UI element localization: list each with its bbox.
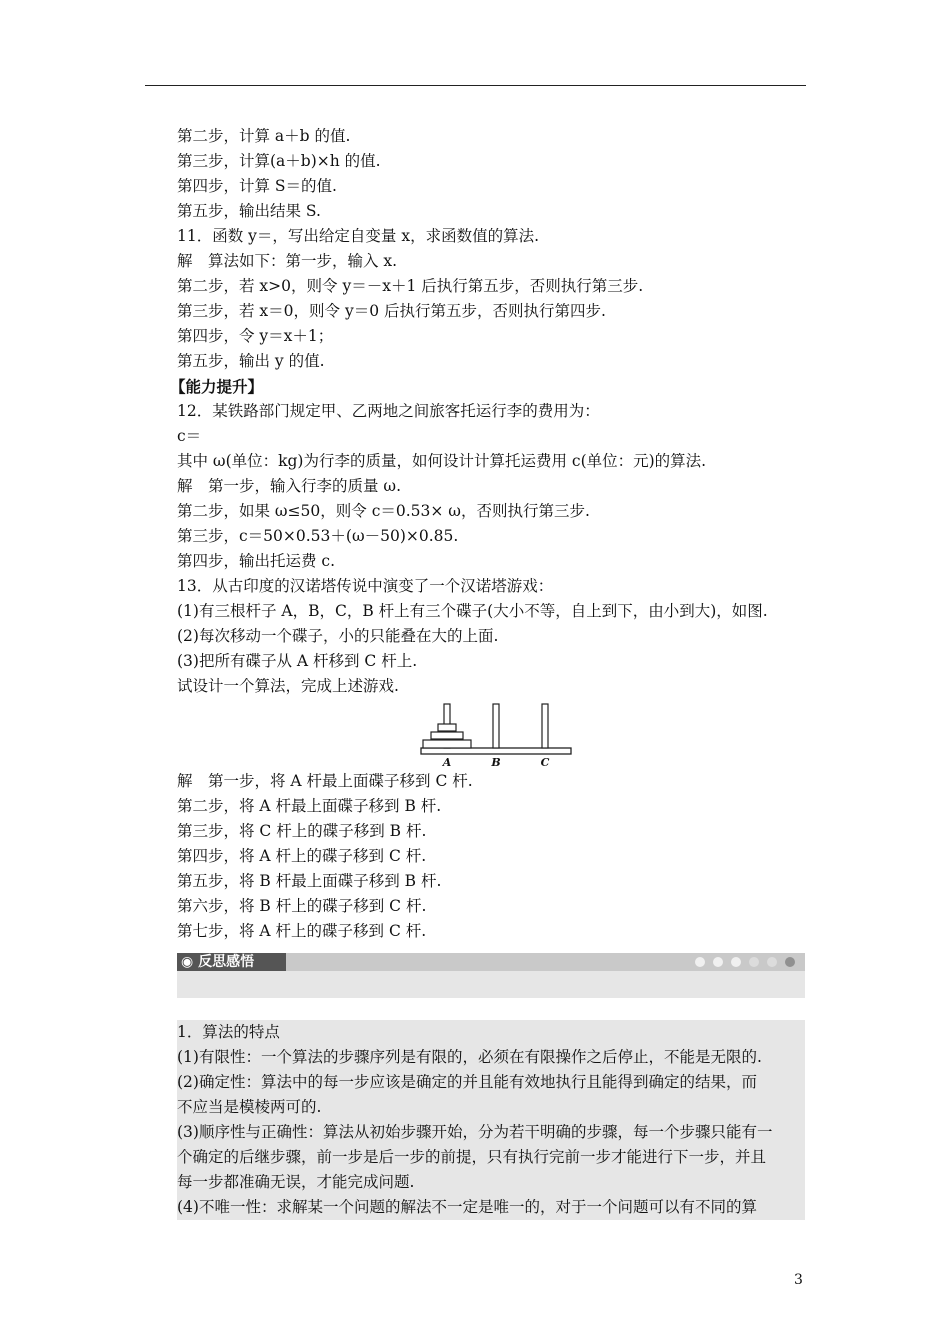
base-plate [421,748,571,754]
summary-line: 不应当是模棱两可的. [177,1098,322,1116]
summary-box [177,1020,805,1220]
text-line: 第六步，将 B 杆上的碟子移到 C 杆. [177,897,427,915]
text-line: 第三步，计算(a＋b)×h 的值. [177,152,381,170]
dot-icon [695,957,705,967]
text-line: 第四步，令 y＝x＋1； [177,327,334,345]
text-line: (2)每次移动一个碟子，小的只能叠在大的上面. [177,627,499,645]
reflection-bar [177,953,805,998]
text-line: 第三步，c＝50×0.53＋(ω－50)×0.85. [177,527,459,545]
text-line: 解 算法如下：第一步，输入 x. [177,252,398,270]
text-line: 第四步，输出托运费 c. [177,552,336,570]
summary-line: 个确定的后继步骤，前一步是后一步的前提，只有执行完前一步才能进行下一步，并且 [177,1148,767,1166]
problem-12: 12．某铁路部门规定甲、乙两地之间旅客托运行李的费用为： [177,402,600,420]
text-line: 试设计一个算法，完成上述游戏. [177,677,399,695]
peg-b [493,704,499,748]
text-line: 第二步，如果 ω≤50，则令 c＝0.53× ω，否则执行第三步. [177,502,590,520]
header-rule [145,85,806,86]
dot-icon [767,957,777,967]
label-c: C [540,756,550,768]
section-heading: 【能力提升】 [170,377,264,396]
text-line: 第五步，输出 y 的值. [177,352,325,370]
label-b: B [491,756,501,768]
summary-line: 每一步都准确无误，才能完成问题. [177,1173,415,1191]
text-line: 第四步，将 A 杆上的碟子移到 C 杆. [177,847,427,865]
disk-small [438,724,456,731]
dot-icon [749,957,759,967]
text-line: 第五步，将 B 杆最上面碟子移到 B 杆. [177,872,442,890]
dot-icon [785,957,795,967]
text-line: 第七步，将 A 杆上的碟子移到 C 杆. [177,922,427,940]
text-line: 解 第一步，输入行李的质量 ω. [177,477,401,495]
text-line: 第三步，将 C 杆上的碟子移到 B 杆. [177,822,427,840]
disk-medium [431,732,463,739]
text-line: 第二步，若 x>0，则令 y＝－x＋1 后执行第五步，否则执行第三步. [177,277,644,295]
decorative-dots [695,957,795,967]
text-line: 其中 ω(单位：kg)为行李的质量，如何设计计算托运费用 c(单位：元)的算法. [177,452,707,470]
label-a: A [442,756,452,768]
page-number: 3 [794,1272,803,1288]
dot-icon [713,957,723,967]
text-line: 第四步，计算 S＝的值. [177,177,337,195]
text-line: (3)把所有碟子从 A 杆移到 C 杆上. [177,652,418,670]
summary-line: (4)不唯一性：求解某一个问题的解法不一定是唯一的，对于一个问题可以有不同的算 [177,1198,757,1216]
text-line: 第五步，输出结果 S. [177,202,321,220]
problem-13: 13．从古印度的汉诺塔传说中演变了一个汉诺塔游戏： [177,577,554,595]
text-line: 第二步，计算 a＋b 的值. [177,127,351,145]
text-line: 第三步，若 x＝0，则令 y＝0 后执行第五步，否则执行第四步. [177,302,606,320]
hanoi-diagram [419,701,575,768]
disk-large [423,740,471,748]
text-line: (1)有三根杆子 A，B，C，B 杆上有三个碟子(大小不等，自上到下，由小到大)，如图. [177,602,768,620]
text-line: c＝ [177,427,202,445]
hanoi-figure [177,701,807,768]
text-line: 第二步，将 A 杆最上面碟子移到 B 杆. [177,797,442,815]
peg-c [542,704,548,748]
summary-line: 1．算法的特点 [177,1023,280,1041]
text-line: 解 第一步，将 A 杆最上面碟子移到 C 杆. [177,772,473,790]
problem-11: 11．函数 y＝，写出给定自变量 x，求函数值的算法. [177,227,540,245]
summary-line: (2)确定性：算法中的每一步应该是确定的并且能有效地执行且能得到确定的结果，而 [177,1073,757,1091]
reflection-strip [286,953,805,971]
summary-line: (1)有限性：一个算法的步骤序列是有限的，必须在有限操作之后停止，不能是无限的. [177,1048,762,1066]
main-content [170,124,807,944]
dot-icon [731,957,741,967]
reflection-title: ◉ 反思感悟 [177,953,286,971]
summary-line: (3)顺序性与正确性：算法从初始步骤开始，分为若干明确的步骤，每一个步骤只能有一 [177,1123,773,1141]
